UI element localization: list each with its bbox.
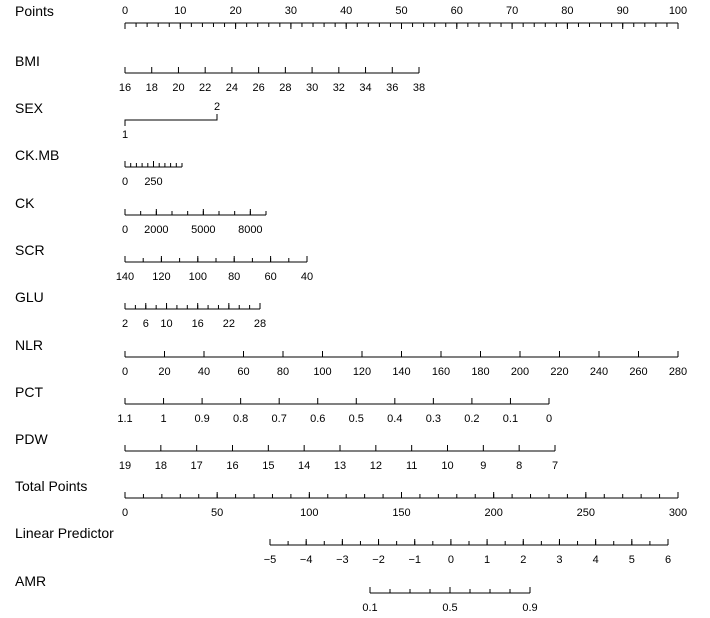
tick-label: 50 (395, 5, 408, 17)
tick-label: 100 (188, 271, 207, 283)
row-nlr (15, 337, 687, 378)
tick-label: 3 (556, 554, 563, 566)
tick-label: 200 (510, 366, 530, 378)
tick-label: 22 (222, 318, 235, 330)
tick-label: 0 (121, 5, 129, 17)
tick-label: 80 (561, 5, 574, 17)
tick-label: 34 (359, 82, 372, 94)
tick-label: 100 (300, 507, 319, 519)
tick-label: 240 (589, 366, 609, 378)
row-label: AMR (15, 573, 47, 589)
row-amr (15, 573, 538, 614)
tick-label: 0.6 (310, 413, 326, 425)
tick-label: 0 (121, 366, 129, 378)
tick-label: 11 (405, 460, 418, 472)
tick-label: 16 (118, 82, 132, 94)
tick-label: 0.4 (387, 413, 403, 425)
tick-label: 0.9 (522, 602, 538, 614)
tick-label: 16 (191, 318, 204, 330)
tick-label: 14 (298, 460, 311, 472)
tick-label: 32 (332, 82, 345, 94)
tick-label: 150 (392, 507, 411, 519)
row-label: Linear Predictor (15, 525, 114, 541)
tick-label: 26 (252, 82, 265, 94)
tick-label: 10 (174, 5, 187, 17)
tick-label: 13 (333, 460, 347, 472)
axis-line (125, 114, 217, 126)
tick-label: 0.3 (425, 413, 442, 425)
tick-label: 18 (145, 82, 158, 94)
tick-label: 90 (616, 5, 629, 17)
tick-label: 38 (412, 82, 426, 94)
tick-label: 0.8 (232, 413, 249, 425)
tick-label: 60 (264, 271, 277, 283)
tick-label: 24 (225, 82, 239, 94)
tick-label: 120 (352, 366, 372, 378)
tick-label: 0.2 (464, 413, 480, 425)
tick-label: 0.9 (194, 413, 210, 425)
tick-label: 12 (369, 460, 382, 472)
tick-label: 140 (115, 271, 135, 283)
row-label: SCR (15, 242, 45, 258)
tick-label: 250 (576, 507, 596, 519)
tick-label: 50 (211, 507, 224, 519)
row-glu (15, 289, 266, 330)
tick-label: 8 (516, 460, 523, 472)
tick-label: 120 (152, 271, 171, 283)
row-label: Points (15, 3, 54, 19)
tick-label: 40 (197, 366, 211, 378)
tick-label: 80 (228, 271, 241, 283)
tick-label: 0.5 (442, 602, 458, 614)
tick-label: 0.1 (362, 602, 378, 614)
tick-label: 250 (144, 176, 163, 188)
tick-label: 7 (551, 460, 559, 472)
row-label: NLR (15, 337, 44, 353)
tick-label: 20 (229, 5, 242, 17)
tick-label: 20 (158, 366, 171, 378)
row-pdw (15, 431, 558, 472)
tick-label: 4 (592, 554, 599, 566)
tick-label: 10 (160, 318, 173, 330)
tick-label: 60 (450, 5, 463, 17)
tick-label: 0.5 (348, 413, 364, 425)
tick-label: 180 (471, 366, 490, 378)
row-points (15, 3, 687, 29)
tick-label: 15 (262, 460, 275, 472)
tick-label: −4 (299, 554, 313, 566)
tick-label: 40 (340, 5, 353, 17)
tick-label: 5 (628, 554, 635, 566)
tick-label: 30 (305, 82, 319, 94)
row-label: Total Points (15, 478, 88, 494)
row-label: CK (15, 195, 35, 211)
tick-label: 8000 (238, 224, 263, 236)
tick-label: 0.1 (502, 413, 519, 425)
tick-label: 2 (520, 554, 527, 566)
category-label: 2 (213, 101, 221, 113)
row-ck (15, 195, 266, 236)
row-pct (15, 384, 552, 425)
row-scr (15, 242, 313, 283)
tick-label: −1 (408, 554, 422, 566)
tick-label: 6 (142, 318, 149, 330)
row-label: SEX (15, 100, 44, 116)
tick-label: 6 (664, 554, 672, 566)
row-bmi (15, 53, 425, 94)
tick-label: 300 (668, 507, 688, 519)
row-total-points (15, 478, 687, 519)
tick-label: 1 (484, 554, 491, 566)
row-label: GLU (15, 289, 44, 305)
tick-label: 17 (190, 460, 203, 472)
category-label: 1 (121, 129, 129, 141)
tick-label: 280 (668, 366, 688, 378)
tick-label: 2 (121, 318, 129, 330)
tick-label: −2 (372, 554, 385, 566)
tick-label: 36 (386, 82, 399, 94)
tick-label: 16 (226, 460, 239, 472)
tick-label: 60 (237, 366, 250, 378)
tick-label: 80 (276, 366, 290, 378)
row-label: BMI (15, 53, 40, 69)
tick-label: 28 (253, 318, 267, 330)
tick-label: 100 (668, 5, 688, 17)
tick-label: 19 (118, 460, 132, 472)
tick-label: 0 (447, 554, 454, 566)
row-sex (15, 100, 220, 141)
row-ck-mb (15, 147, 182, 188)
tick-label: 30 (284, 5, 298, 17)
tick-label: 9 (480, 460, 487, 472)
tick-label: 40 (300, 271, 314, 283)
tick-label: 100 (313, 366, 332, 378)
tick-label: 200 (484, 507, 503, 519)
row-linear-predictor (15, 525, 671, 566)
row-label: PCT (15, 384, 43, 400)
tick-label: 260 (629, 366, 648, 378)
tick-label: 18 (154, 460, 167, 472)
tick-label: 28 (279, 82, 292, 94)
tick-label: 0 (545, 413, 553, 425)
tick-label: −5 (263, 554, 277, 566)
tick-label: 0 (121, 176, 129, 188)
tick-label: 1.1 (117, 413, 133, 425)
tick-label: 220 (550, 366, 569, 378)
tick-label: 0 (121, 224, 129, 236)
tick-label: 160 (431, 366, 451, 378)
tick-label: 22 (199, 82, 212, 94)
tick-label: 0.7 (271, 413, 287, 425)
tick-label: 140 (392, 366, 411, 378)
tick-label: 1 (160, 413, 167, 425)
tick-label: 0 (121, 507, 129, 519)
tick-label: 2000 (144, 224, 169, 236)
tick-label: 20 (172, 82, 185, 94)
tick-label: −3 (336, 554, 349, 566)
tick-label: 5000 (191, 224, 216, 236)
tick-label: 10 (441, 460, 454, 472)
row-label: CK.MB (15, 147, 60, 163)
row-label: PDW (15, 431, 48, 447)
tick-label: 70 (505, 5, 519, 17)
